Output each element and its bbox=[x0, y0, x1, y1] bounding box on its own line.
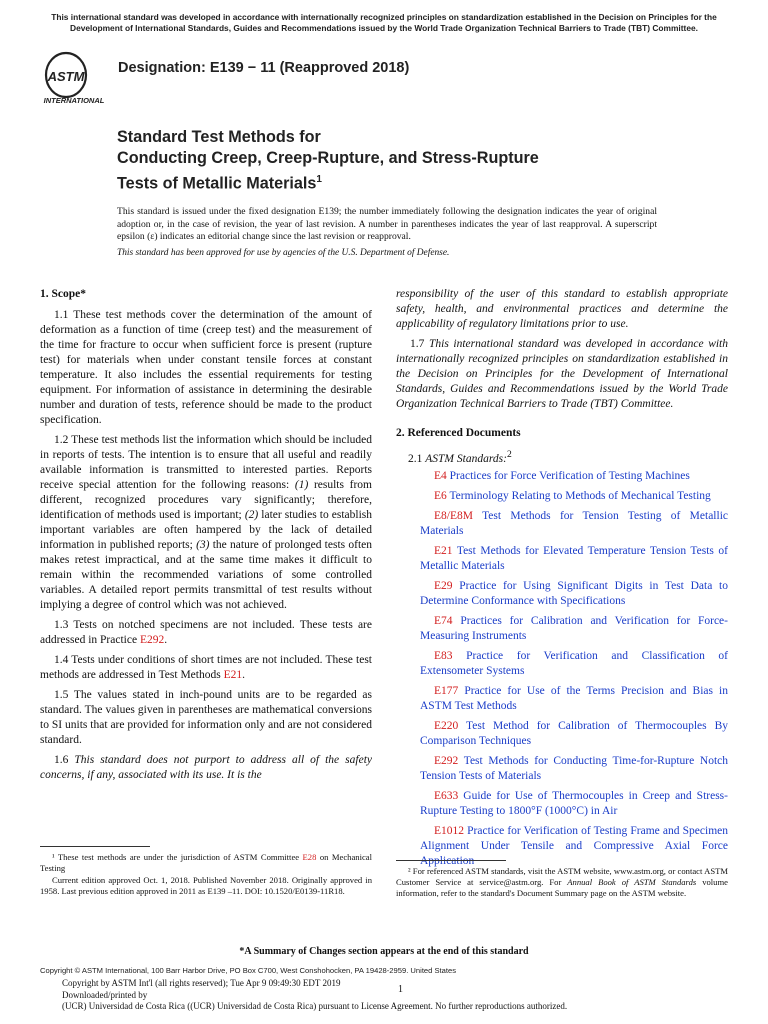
astm-standards-label: 2.1 ASTM Standards:$^2$ bbox=[408, 449, 512, 465]
scope-heading: 1. Scope* bbox=[40, 288, 86, 300]
para-1-4: 1.4 Tests under conditions of short times are not included. These test methods are addressed in Test Methods E21. bbox=[40, 654, 372, 681]
ref-item bbox=[396, 719, 728, 749]
ref-title[interactable]: Test Methods for Tension Testing of Metallic Materials bbox=[420, 509, 728, 537]
ref-code[interactable]: E4 bbox=[434, 469, 447, 482]
tbt-notice: This international standard was developed in accordance with internationally recognized principles on standardization established in the Decision on Principles for the Development of International Standards, Guides and Recommendations issued by the World Trade Organization Technical Barriers to Trade (TBT) Committee. bbox=[51, 12, 717, 33]
summary-of-changes-note: *A Summary of Changes section appears at the end of this standard bbox=[239, 946, 529, 957]
footnote-2: ² For referenced ASTM standards, visit the ASTM website, www.astm.org, or contact ASTM Customer Service at service@astm.org. For Annual Book of ASTM Standards volume information, refer to the standard's Document Summary page on the ASTM website. bbox=[396, 866, 728, 898]
footnote-divider-left bbox=[40, 846, 150, 847]
ref-item bbox=[396, 684, 728, 714]
ref-item bbox=[396, 824, 728, 869]
ref-code[interactable]: E8/E8M bbox=[434, 509, 473, 522]
logo-sub: INTERNATIONAL bbox=[43, 96, 105, 105]
ref-title[interactable]: Terminology Relating to Methods of Mechanical Testing bbox=[446, 489, 711, 502]
ref-item bbox=[396, 469, 728, 484]
para-1-6: 1.6 This standard does not purport to address all of the safety concerns, if any, associated with its use. It is the bbox=[40, 754, 372, 781]
para-1-5: 1.5 The values stated in inch-pound units are to be regarded as standard. The values given in parentheses are mathematical conversions to SI units that are provided for information only and are not considered standard. bbox=[40, 689, 372, 746]
ref-item bbox=[396, 789, 728, 819]
ref-title[interactable]: Test Method for Calibration of Thermocouples By Comparison Techniques bbox=[420, 719, 728, 747]
ref-item bbox=[396, 754, 728, 784]
ref-code[interactable]: E633 bbox=[434, 789, 459, 802]
standard-intro: This standard is issued under the fixed designation E139; the number immediately following the designation indicates the year of original adoption or, in the case of revision, the year of last revision. A number in parentheses indicates the year of last reapproval. A superscript epsilon (ε) indicates an editorial change since the last revision or reapproval. bbox=[117, 206, 657, 243]
para-1-1: 1.1 These test methods cover the determination of the amount of deformation as a function of time (creep test) and the measurement of the time for fracture to occur when sufficient force is present (rupture test) for materials when under constant tensile forces at constant temperature. It also includes the essential requirements for testing equipment. For information of assistance in determining the desirable number and duration of tests, reference should be made to the product specification. bbox=[40, 309, 372, 426]
para-1-2: 1.2 These test methods list the information which should be included in reports of tests. The intention is to ensure that all useful and readily available information is transmitted to interested parties. Reports receive special attention for the following reasons: (1) results from different, recognized procedures vary significantly; therefore, identification of methods used is important; (2) later studies to establish important variables are often hampered by the lack of detailed information in published reports; (3) the nature of prolonged tests often makes retest impractical, and at the same time makes it difficult to remain within the recommended variations of some controlled variables. A detailed report permits transmittal of test results without implying a degree of control which was not achieved. bbox=[40, 434, 372, 611]
dod-approval: This standard has been approved for use by agencies of the U.S. Department of Defense. bbox=[117, 248, 450, 258]
para-1-7: 1.7 This international standard was developed in accordance with internationally recognized principles on standardization established in the Decision on Principles for the Development of International Standards, Guides and Recommendations issued by the World Trade Organization Technical Barriers to Trade (TBT) Committee. bbox=[396, 338, 729, 410]
download-info: Copyright by ASTM Int'l (all rights reserved); Tue Apr 9 09:49:30 EDT 2019 Downloaded/printed by (UCR) Universidad de Costa Rica ((UCR) Universidad de Costa Rica) pursuant to License Agreement. No further reproductions authorized. bbox=[62, 978, 568, 1011]
title-footnote-mark: 1 bbox=[316, 174, 322, 185]
ref-item bbox=[396, 614, 728, 644]
ref-code[interactable]: E83 bbox=[434, 649, 453, 662]
ref-code[interactable]: E74 bbox=[434, 614, 453, 627]
ref-title[interactable]: Guide for Use of Thermocouples in Creep and Stress-Rupture Testing to 1800°F (1000°C) in Air bbox=[420, 789, 728, 817]
ref-code[interactable]: E21 bbox=[434, 544, 453, 557]
ref-title[interactable]: Practice for Using Significant Digits in Test Data to Determine Conformance with Specifications bbox=[420, 579, 728, 607]
ref-item bbox=[396, 489, 728, 504]
reference-list bbox=[396, 469, 728, 869]
ref-item bbox=[396, 579, 728, 609]
ref-code[interactable]: E1012 bbox=[434, 824, 465, 837]
ref-title[interactable]: Practices for Force Verification of Testing Machines bbox=[446, 469, 690, 482]
ref-title[interactable]: Practice for Use of the Terms Precision and Bias in ASTM Test Methods bbox=[420, 684, 728, 712]
title-line-1: Standard Test Methods for bbox=[117, 128, 321, 146]
para-1-3: 1.3 Tests on notched specimens are not included. These tests are addressed in Practice E292. bbox=[40, 619, 372, 646]
ref-title[interactable]: Test Methods for Conducting Time-for-Rupture Notch Tension Tests of Materials bbox=[420, 754, 728, 782]
ref-item bbox=[396, 509, 728, 539]
link-e28[interactable]: E28 bbox=[302, 852, 317, 862]
ref-title[interactable]: Practices for Calibration and Verification for Force-Measuring Instruments bbox=[420, 614, 728, 642]
page-number: 1 bbox=[398, 984, 403, 995]
ref-item bbox=[396, 649, 728, 679]
footnote-1: ¹ These test methods are under the jurisdiction of ASTM Committee E28 on Mechanical Testing Current edition approved Oct. 1, 2018. Published November 2018. Originally approved in 1958. Last previous edition approved in 2011 as E139 –11. DOI: 10.1520/E0139-11R18. bbox=[40, 852, 372, 896]
ref-code[interactable]: E292 bbox=[434, 754, 459, 767]
refdocs-heading: 2. Referenced Documents bbox=[396, 427, 521, 439]
para-1-6-cont: responsibility of the user of this standard to establish appropriate safety, health, and environmental practices and determine the applicability of regulatory limitations prior to use. bbox=[396, 288, 728, 330]
title-line-3: Tests of Metallic Materials$^1$ bbox=[117, 174, 322, 193]
ref-code[interactable]: E6 bbox=[434, 489, 447, 502]
logo-letters: ASTM bbox=[47, 69, 85, 84]
ref-title[interactable]: Practice for Verification of Testing Frame and Specimen Alignment Under Tensile and Compressive Axial Force bbox=[420, 824, 728, 852]
link-e21[interactable]: E21 bbox=[223, 669, 243, 681]
left-column bbox=[40, 287, 372, 788]
title-line-2: Conducting Creep, Creep-Rupture, and Stress-Rupture bbox=[117, 149, 539, 167]
ref-item bbox=[396, 544, 728, 574]
document-title bbox=[117, 127, 539, 194]
ref-title[interactable]: Test Methods for Elevated Temperature Tension Tests of Metallic Materials bbox=[420, 544, 728, 572]
ref-code[interactable]: E220 bbox=[434, 719, 459, 732]
designation: Designation: E139 − 11 (Reapproved 2018) bbox=[118, 60, 410, 76]
ref-code[interactable]: E177 bbox=[434, 684, 459, 697]
footnote-divider-right bbox=[396, 860, 506, 861]
ref-code[interactable]: E29 bbox=[434, 579, 453, 592]
right-column bbox=[396, 287, 728, 874]
astm-logo bbox=[36, 48, 112, 106]
copyright-line: Copyright © ASTM International, 100 Barr Harbor Drive, PO Box C700, West Conshohocken, PA 19428-2959. United States bbox=[40, 966, 457, 975]
ref-title[interactable]: Practice for Verification and Classification of Extensometer Systems bbox=[420, 649, 728, 677]
link-e292[interactable]: E292 bbox=[139, 634, 165, 646]
